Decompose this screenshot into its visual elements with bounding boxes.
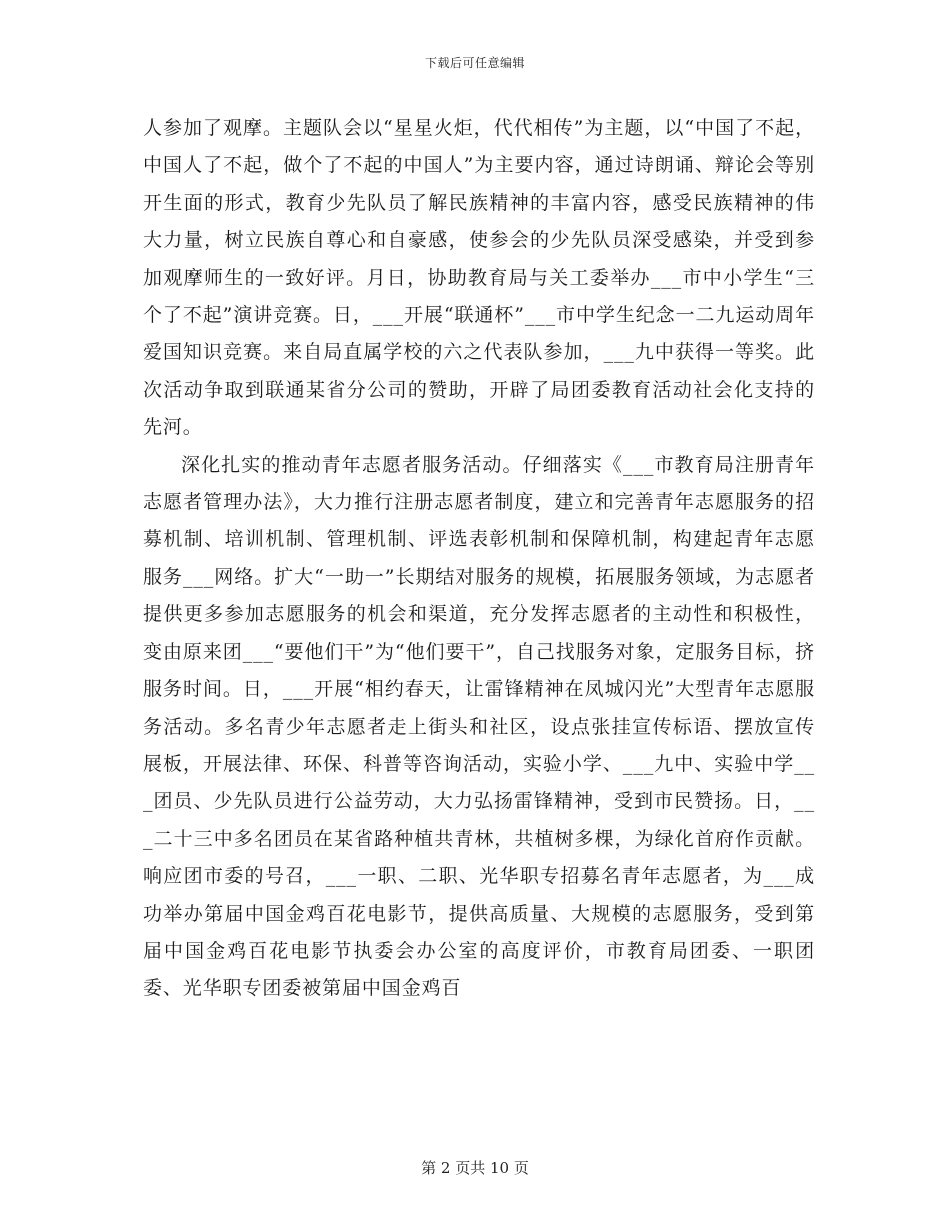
- document-body: [143, 110, 815, 1008]
- paragraph-1: 人参加了观摩。主题队会以“星星火炬，代代相传”为主题，以“中国了不起，中国人了不起，做个了不起的中国人”为主要内容，通过诗朗诵、辩论会等别开生面的形式，教育少先队员了解民族精神的丰富内容，感受民族精神的伟大力量，树立民族自尊心和自豪感，使参会的少先队员深受感染，并受到参加观摩师生的一致好评。月日，协助教育局与关工委举办___市中小学生“三个了不起”演讲竞赛。日，___开展“联通杯”___市中学生纪念一二九运动周年爱国知识竞赛。来自局直属学校的六之代表队参加，___九中获得一等奖。此次活动争取到联通某省分公司的赞助，开辟了局团委教育活动社会化支持的先河。: [143, 117, 815, 439]
- page-header: 下载后可任意编辑: [424, 56, 525, 70]
- page-footer: 第 2 页共 10 页: [421, 1159, 529, 1177]
- paragraph-2: 深化扎实的推动青年志愿者服务活动。仔细落实《___市教育局注册青年志愿者管理办法》，大力推行注册志愿者制度，建立和完善青年志愿服务的招募机制、培训机制、管理机制、评选表彰机制和保障机制，构建起青年志愿服务___网络。扩大“一助一”长期结对服务的规模，拓展服务领域，为志愿者提供更多参加志愿服务的机会和渠道，充分发挥志愿者的主动性和积极性，变由原来团___“要他们干”为“他们要干”，自己找服务对象，定服务目标，挤服务时间。日，___开展“相约春天，让雷锋精神在凤城闪光”大型青年志愿服务活动。多名青少年志愿者走上街头和社区，设点张挂宣传标语、摆放宣传展板，开展法律、环保、科普等咨询活动，实验小学、___九中、实验中学___团员、少先队员进行公益劳动，大力弘扬雷锋精神，受到市民赞扬。日，___二十三中多名团员在某省路种植共青林，共植树多棵，为绿化首府作贡献。响应团市委的号召，___一职、二职、光华职专招募名青年志愿者，为___成功举办第届中国金鸡百花电影节，提供高质量、大规模的志愿服务，受到第届中国金鸡百花电影节执委会办公室的高度评价，市教育局团委、一职团委、光华职专团委被第届中国金鸡百: [143, 453, 815, 1000]
